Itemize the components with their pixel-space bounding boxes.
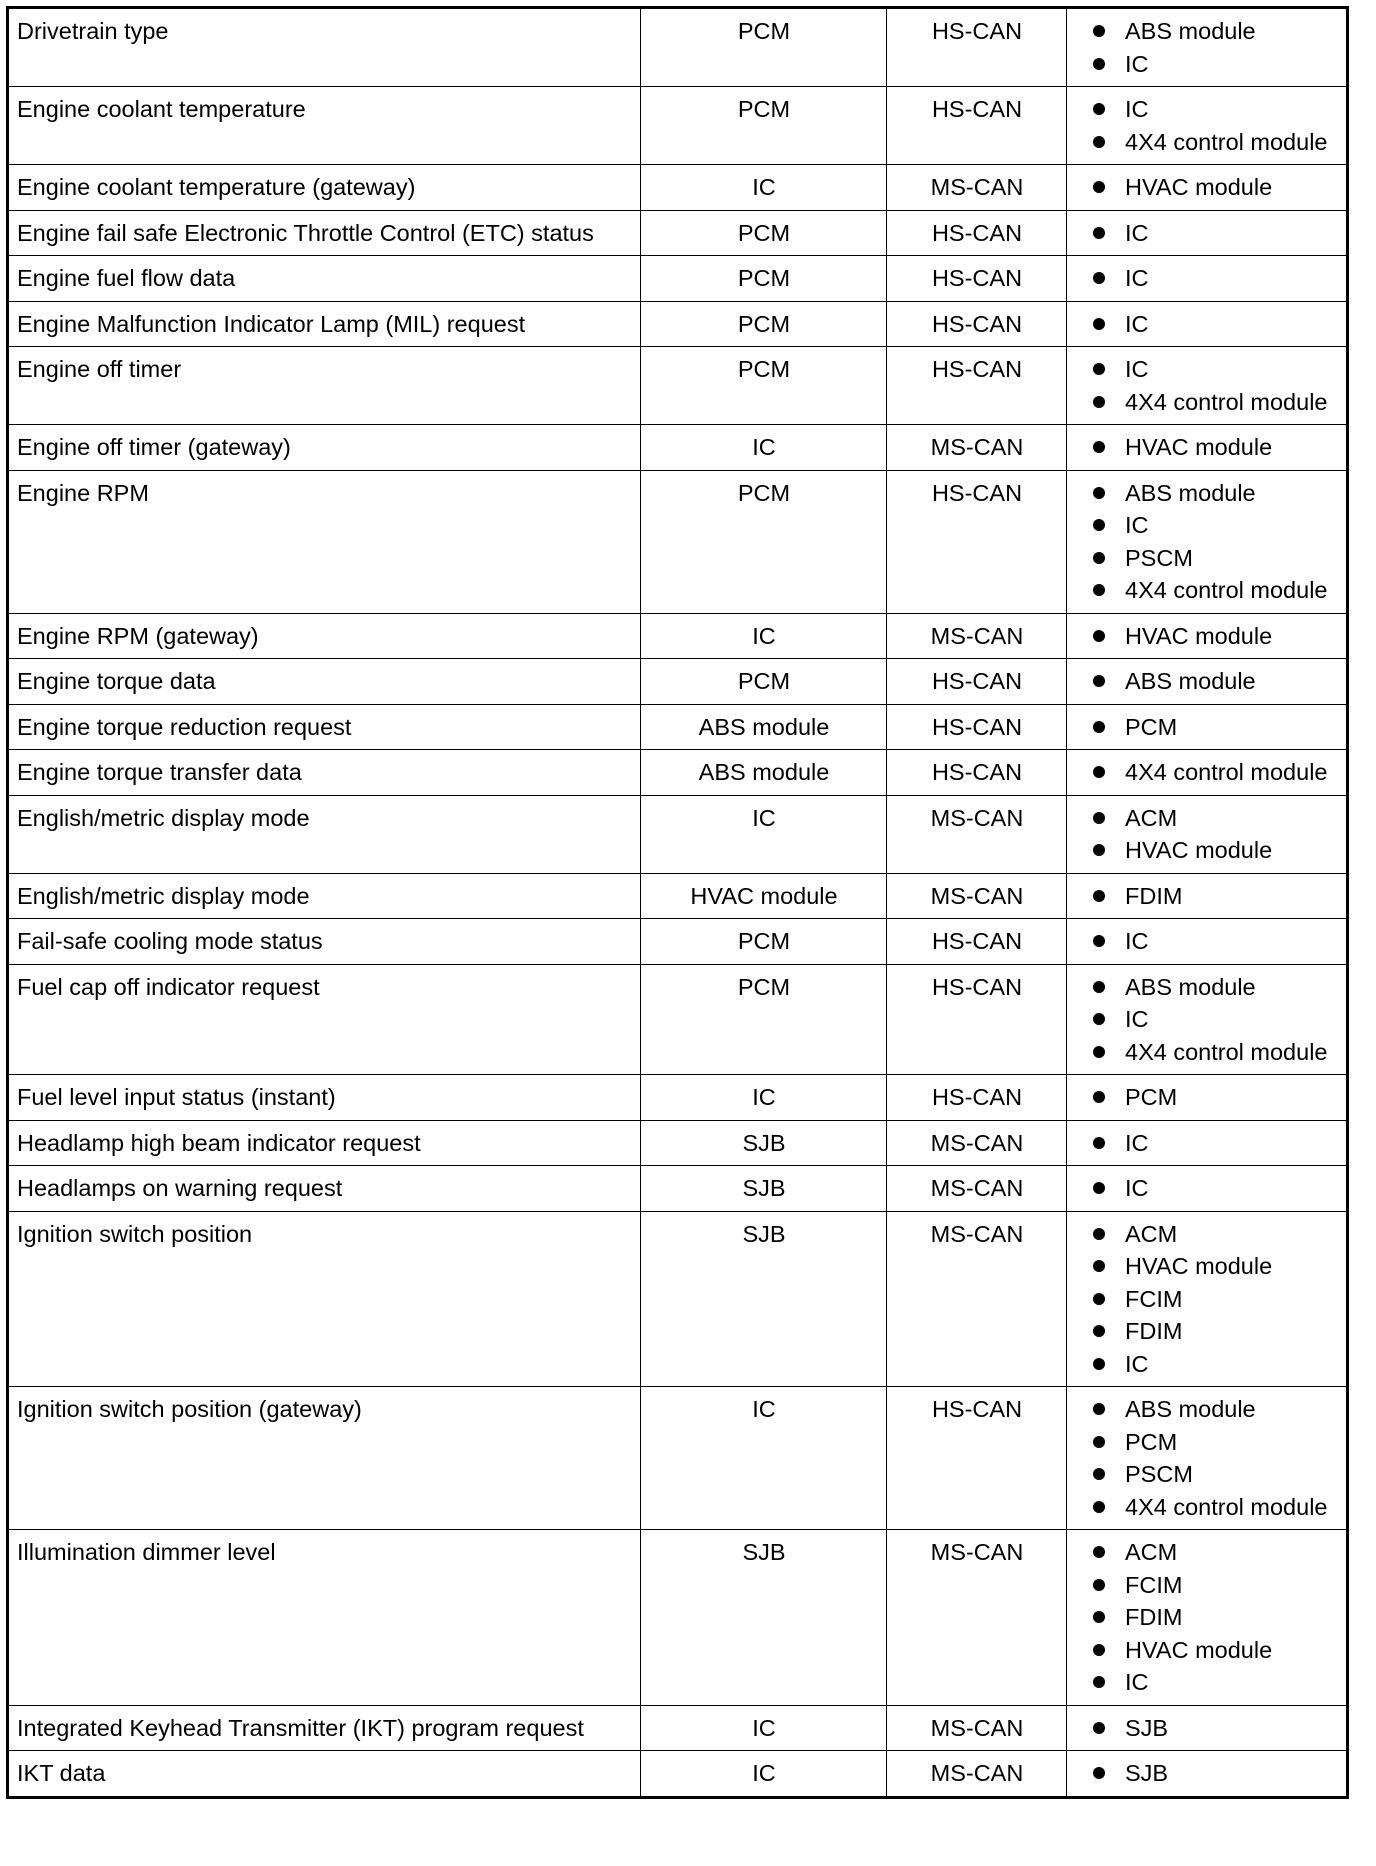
network-cell: HS-CAN xyxy=(887,347,1067,425)
list-item xyxy=(1093,1081,1339,1114)
message-cell: Integrated Keyhead Transmitter (IKT) program request xyxy=(8,1705,641,1751)
originating-module-cell: PCM xyxy=(641,659,887,705)
list-item xyxy=(1093,711,1339,744)
message-cell: Engine off timer (gateway) xyxy=(8,425,641,471)
message-cell: Drivetrain type xyxy=(8,8,641,87)
list-item xyxy=(1093,126,1339,159)
bullet-icon xyxy=(1093,181,1105,193)
originating-module-cell: SJB xyxy=(641,1166,887,1212)
list-item xyxy=(1093,1393,1339,1426)
receiving-modules-cell xyxy=(1067,1530,1348,1706)
receiving-module-label: HVAC module xyxy=(1125,622,1273,649)
bullet-icon xyxy=(1093,1182,1105,1194)
receiving-module-label: ACM xyxy=(1125,1220,1178,1247)
table-row xyxy=(8,659,1348,705)
receiving-modules-cell xyxy=(1067,1751,1348,1798)
network-cell: MS-CAN xyxy=(887,165,1067,211)
network-cell: HS-CAN xyxy=(887,1387,1067,1530)
message-cell: Engine RPM (gateway) xyxy=(8,613,641,659)
receiving-modules-list xyxy=(1075,171,1339,204)
network-message-table xyxy=(6,6,1349,1799)
list-item xyxy=(1093,1569,1339,1602)
bullet-icon xyxy=(1093,1046,1105,1058)
receiving-modules-list xyxy=(1075,1218,1339,1381)
receiving-modules-cell xyxy=(1067,1211,1348,1387)
receiving-modules-list xyxy=(1075,262,1339,295)
originating-module-cell: PCM xyxy=(641,470,887,613)
receiving-modules-cell xyxy=(1067,8,1348,87)
table-row xyxy=(8,1166,1348,1212)
originating-module-cell: IC xyxy=(641,165,887,211)
list-item xyxy=(1093,386,1339,419)
network-cell: MS-CAN xyxy=(887,795,1067,873)
receiving-module-label: IC xyxy=(1125,265,1149,291)
network-cell: MS-CAN xyxy=(887,1705,1067,1751)
table-row xyxy=(8,256,1348,302)
originating-module-cell: IC xyxy=(641,1075,887,1121)
bullet-icon xyxy=(1093,1013,1105,1025)
table-row xyxy=(8,919,1348,965)
list-item xyxy=(1093,308,1339,341)
receiving-modules-cell xyxy=(1067,1166,1348,1212)
receiving-module-label: IC xyxy=(1125,1175,1149,1201)
list-item xyxy=(1093,1757,1339,1790)
list-item xyxy=(1093,620,1339,653)
bullet-icon xyxy=(1093,1403,1105,1415)
list-item xyxy=(1093,1315,1339,1348)
bullet-icon xyxy=(1093,227,1105,239)
receiving-module-label: SJB xyxy=(1125,1714,1169,1741)
list-item xyxy=(1093,1218,1339,1251)
table-row xyxy=(8,795,1348,873)
receiving-module-label: ABS module xyxy=(1125,18,1256,44)
receiving-module-label: IC xyxy=(1125,1350,1149,1377)
receiving-module-label: ABS module xyxy=(1125,1396,1256,1422)
bullet-icon xyxy=(1093,1358,1105,1370)
originating-module-cell: ABS module xyxy=(641,750,887,796)
originating-module-cell: IC xyxy=(641,613,887,659)
receiving-module-label: IC xyxy=(1125,50,1149,77)
list-item xyxy=(1093,1003,1339,1036)
originating-module-cell: IC xyxy=(641,1751,887,1798)
receiving-modules-cell xyxy=(1067,659,1348,705)
table-row xyxy=(8,1751,1348,1798)
originating-module-cell: PCM xyxy=(641,964,887,1075)
network-cell: HS-CAN xyxy=(887,964,1067,1075)
bullet-icon xyxy=(1093,1767,1105,1779)
list-item xyxy=(1093,834,1339,867)
list-item xyxy=(1093,1536,1339,1569)
receiving-modules-list xyxy=(1075,308,1339,341)
message-cell: Engine torque transfer data xyxy=(8,750,641,796)
message-cell: Engine Malfunction Indicator Lamp (MIL) request xyxy=(8,301,641,347)
bullet-icon xyxy=(1093,1436,1105,1448)
receiving-module-label: HVAC module xyxy=(1125,1636,1273,1663)
message-cell: Fuel level input status (instant) xyxy=(8,1075,641,1121)
list-item xyxy=(1093,48,1339,81)
receiving-modules-list xyxy=(1075,1536,1339,1699)
receiving-module-label: PCM xyxy=(1125,1428,1178,1455)
bullet-icon xyxy=(1093,1579,1105,1591)
receiving-module-label: PSCM xyxy=(1125,1461,1193,1487)
network-cell: HS-CAN xyxy=(887,8,1067,87)
list-item xyxy=(1093,756,1339,789)
message-cell: Engine torque reduction request xyxy=(8,704,641,750)
bullet-icon xyxy=(1093,1644,1105,1656)
receiving-module-label: HVAC module xyxy=(1125,837,1273,863)
table-body xyxy=(8,8,1348,1798)
receiving-modules-cell xyxy=(1067,795,1348,873)
network-cell: HS-CAN xyxy=(887,919,1067,965)
receiving-module-label: ABS module xyxy=(1125,479,1256,506)
network-cell: HS-CAN xyxy=(887,750,1067,796)
network-cell: MS-CAN xyxy=(887,1120,1067,1166)
message-cell: Headlamps on warning request xyxy=(8,1166,641,1212)
message-cell: Engine coolant temperature (gateway) xyxy=(8,165,641,211)
network-cell: MS-CAN xyxy=(887,873,1067,919)
message-cell: Engine coolant temperature xyxy=(8,87,641,165)
message-cell: Engine RPM xyxy=(8,470,641,613)
bullet-icon xyxy=(1093,552,1105,564)
receiving-module-label: ABS module xyxy=(1125,668,1256,694)
receiving-modules-cell xyxy=(1067,425,1348,471)
bullet-icon xyxy=(1093,1091,1105,1103)
receiving-modules-cell xyxy=(1067,210,1348,256)
table-row xyxy=(8,613,1348,659)
network-cell: MS-CAN xyxy=(887,613,1067,659)
bullet-icon xyxy=(1093,25,1105,37)
receiving-modules-cell xyxy=(1067,256,1348,302)
bullet-icon xyxy=(1093,1676,1105,1688)
originating-module-cell: HVAC module xyxy=(641,873,887,919)
receiving-module-label: SJB xyxy=(1125,1760,1169,1786)
network-cell: HS-CAN xyxy=(887,704,1067,750)
list-item xyxy=(1093,353,1339,386)
list-item xyxy=(1093,802,1339,835)
table-row xyxy=(8,347,1348,425)
bullet-icon xyxy=(1093,1260,1105,1272)
bullet-icon xyxy=(1093,519,1105,531)
bullet-icon xyxy=(1093,441,1105,453)
table-row xyxy=(8,964,1348,1075)
bullet-icon xyxy=(1093,136,1105,148)
receiving-modules-list xyxy=(1075,217,1339,250)
bullet-icon xyxy=(1093,1722,1105,1734)
receiving-modules-cell xyxy=(1067,873,1348,919)
table-row xyxy=(8,1530,1348,1706)
receiving-module-label: IC xyxy=(1125,512,1149,538)
bullet-icon xyxy=(1093,58,1105,70)
table-row xyxy=(8,750,1348,796)
list-item xyxy=(1093,15,1339,48)
originating-module-cell: SJB xyxy=(641,1120,887,1166)
bullet-icon xyxy=(1093,812,1105,824)
list-item xyxy=(1093,1634,1339,1667)
originating-module-cell: ABS module xyxy=(641,704,887,750)
message-cell: Fail-safe cooling mode status xyxy=(8,919,641,965)
receiving-modules-list xyxy=(1075,802,1339,867)
receiving-modules-list xyxy=(1075,431,1339,464)
receiving-module-label: ACM xyxy=(1125,1539,1178,1565)
table-row xyxy=(8,470,1348,613)
receiving-modules-list xyxy=(1075,971,1339,1069)
message-cell: IKT data xyxy=(8,1751,641,1798)
bullet-icon xyxy=(1093,1293,1105,1305)
message-cell: Ignition switch position (gateway) xyxy=(8,1387,641,1530)
bullet-icon xyxy=(1093,721,1105,733)
receiving-module-label: ACM xyxy=(1125,804,1178,831)
bullet-icon xyxy=(1093,766,1105,778)
receiving-module-label: 4X4 control module xyxy=(1125,388,1328,415)
list-item xyxy=(1093,1458,1339,1491)
list-item xyxy=(1093,1036,1339,1069)
receiving-modules-list xyxy=(1075,1393,1339,1523)
receiving-module-label: FDIM xyxy=(1125,1604,1183,1630)
list-item xyxy=(1093,1127,1339,1160)
receiving-module-label: FCIM xyxy=(1125,1571,1183,1598)
bullet-icon xyxy=(1093,1546,1105,1558)
bullet-icon xyxy=(1093,935,1105,947)
receiving-modules-list xyxy=(1075,665,1339,698)
table-row xyxy=(8,1075,1348,1121)
receiving-module-label: FDIM xyxy=(1125,882,1183,909)
receiving-module-label: 4X4 control module xyxy=(1125,128,1328,155)
message-cell: Engine fail safe Electronic Throttle Control (ETC) status xyxy=(8,210,641,256)
originating-module-cell: PCM xyxy=(641,301,887,347)
list-item xyxy=(1093,925,1339,958)
originating-module-cell: PCM xyxy=(641,919,887,965)
receiving-module-label: PSCM xyxy=(1125,544,1193,571)
list-item xyxy=(1093,1348,1339,1381)
table-row xyxy=(8,704,1348,750)
bullet-icon xyxy=(1093,487,1105,499)
receiving-modules-list xyxy=(1075,1081,1339,1114)
message-cell: English/metric display mode xyxy=(8,873,641,919)
receiving-module-label: IC xyxy=(1125,356,1149,382)
list-item xyxy=(1093,217,1339,250)
message-cell: Headlamp high beam indicator request xyxy=(8,1120,641,1166)
table-row xyxy=(8,87,1348,165)
receiving-module-label: IC xyxy=(1125,1669,1149,1695)
receiving-modules-list xyxy=(1075,1172,1339,1205)
originating-module-cell: IC xyxy=(641,1387,887,1530)
bullet-icon xyxy=(1093,1228,1105,1240)
network-cell: MS-CAN xyxy=(887,1530,1067,1706)
receiving-modules-list xyxy=(1075,1127,1339,1160)
network-cell: HS-CAN xyxy=(887,301,1067,347)
receiving-modules-list xyxy=(1075,880,1339,913)
network-cell: HS-CAN xyxy=(887,256,1067,302)
network-cell: HS-CAN xyxy=(887,210,1067,256)
receiving-modules-cell xyxy=(1067,613,1348,659)
receiving-modules-list xyxy=(1075,93,1339,158)
bullet-icon xyxy=(1093,396,1105,408)
network-cell: HS-CAN xyxy=(887,1075,1067,1121)
originating-module-cell: PCM xyxy=(641,347,887,425)
list-item xyxy=(1093,171,1339,204)
message-cell: Engine fuel flow data xyxy=(8,256,641,302)
originating-module-cell: SJB xyxy=(641,1211,887,1387)
receiving-modules-cell xyxy=(1067,165,1348,211)
receiving-module-label: IC xyxy=(1125,1129,1149,1156)
receiving-module-label: ABS module xyxy=(1125,973,1256,1000)
bullet-icon xyxy=(1093,890,1105,902)
receiving-module-label: IC xyxy=(1125,96,1149,122)
receiving-module-label: IC xyxy=(1125,1006,1149,1032)
bullet-icon xyxy=(1093,272,1105,284)
bullet-icon xyxy=(1093,630,1105,642)
table-row xyxy=(8,1120,1348,1166)
receiving-module-label: IC xyxy=(1125,219,1149,246)
originating-module-cell: IC xyxy=(641,1705,887,1751)
receiving-module-label: 4X4 control module xyxy=(1125,1493,1328,1520)
receiving-modules-cell xyxy=(1067,1387,1348,1530)
table-row xyxy=(8,301,1348,347)
receiving-modules-cell xyxy=(1067,1705,1348,1751)
originating-module-cell: IC xyxy=(641,425,887,471)
receiving-modules-cell xyxy=(1067,347,1348,425)
list-item xyxy=(1093,1283,1339,1316)
table-row xyxy=(8,1387,1348,1530)
originating-module-cell: PCM xyxy=(641,87,887,165)
network-cell: HS-CAN xyxy=(887,87,1067,165)
originating-module-cell: PCM xyxy=(641,210,887,256)
network-cell: MS-CAN xyxy=(887,425,1067,471)
receiving-module-label: FDIM xyxy=(1125,1318,1183,1344)
table-row xyxy=(8,1705,1348,1751)
message-cell: Illumination dimmer level xyxy=(8,1530,641,1706)
list-item xyxy=(1093,477,1339,510)
list-item xyxy=(1093,1491,1339,1524)
receiving-modules-list xyxy=(1075,1712,1339,1745)
bullet-icon xyxy=(1093,1325,1105,1337)
receiving-modules-list xyxy=(1075,756,1339,789)
receiving-module-label: 4X4 control module xyxy=(1125,1038,1328,1065)
message-cell: Engine torque data xyxy=(8,659,641,705)
receiving-modules-list xyxy=(1075,477,1339,607)
list-item xyxy=(1093,665,1339,698)
receiving-module-label: FCIM xyxy=(1125,1285,1183,1312)
receiving-modules-cell xyxy=(1067,704,1348,750)
originating-module-cell: IC xyxy=(641,795,887,873)
table-row xyxy=(8,873,1348,919)
list-item xyxy=(1093,262,1339,295)
bullet-icon xyxy=(1093,584,1105,596)
receiving-modules-cell xyxy=(1067,919,1348,965)
receiving-modules-list xyxy=(1075,353,1339,418)
bullet-icon xyxy=(1093,675,1105,687)
receiving-module-label: HVAC module xyxy=(1125,434,1273,460)
receiving-module-label: IC xyxy=(1125,310,1149,337)
bullet-icon xyxy=(1093,1611,1105,1623)
receiving-modules-cell xyxy=(1067,1075,1348,1121)
bullet-icon xyxy=(1093,1137,1105,1149)
list-item xyxy=(1093,93,1339,126)
network-cell: MS-CAN xyxy=(887,1166,1067,1212)
receiving-modules-list xyxy=(1075,15,1339,80)
receiving-modules-cell xyxy=(1067,470,1348,613)
originating-module-cell: PCM xyxy=(641,256,887,302)
receiving-modules-list xyxy=(1075,1757,1339,1790)
network-cell: MS-CAN xyxy=(887,1751,1067,1798)
network-cell: HS-CAN xyxy=(887,470,1067,613)
bullet-icon xyxy=(1093,363,1105,375)
table-row xyxy=(8,210,1348,256)
receiving-modules-cell xyxy=(1067,301,1348,347)
receiving-modules-cell xyxy=(1067,750,1348,796)
table-row xyxy=(8,165,1348,211)
list-item xyxy=(1093,431,1339,464)
list-item xyxy=(1093,1666,1339,1699)
table-row xyxy=(8,425,1348,471)
list-item xyxy=(1093,542,1339,575)
list-item xyxy=(1093,574,1339,607)
originating-module-cell: PCM xyxy=(641,8,887,87)
receiving-module-label: HVAC module xyxy=(1125,174,1273,200)
network-cell: HS-CAN xyxy=(887,659,1067,705)
bullet-icon xyxy=(1093,103,1105,115)
receiving-module-label: 4X4 control module xyxy=(1125,577,1328,603)
network-cell: MS-CAN xyxy=(887,1211,1067,1387)
list-item xyxy=(1093,1426,1339,1459)
receiving-modules-list xyxy=(1075,925,1339,958)
receiving-module-label: 4X4 control module xyxy=(1125,759,1328,785)
bullet-icon xyxy=(1093,1468,1105,1480)
list-item xyxy=(1093,971,1339,1004)
receiving-modules-cell xyxy=(1067,1120,1348,1166)
list-item xyxy=(1093,509,1339,542)
bullet-icon xyxy=(1093,318,1105,330)
list-item xyxy=(1093,1601,1339,1634)
bullet-icon xyxy=(1093,844,1105,856)
receiving-module-label: PCM xyxy=(1125,713,1178,740)
message-cell: Ignition switch position xyxy=(8,1211,641,1387)
list-item xyxy=(1093,1172,1339,1205)
receiving-module-label: HVAC module xyxy=(1125,1253,1273,1279)
list-item xyxy=(1093,880,1339,913)
bullet-icon xyxy=(1093,981,1105,993)
originating-module-cell: SJB xyxy=(641,1530,887,1706)
message-cell: Engine off timer xyxy=(8,347,641,425)
bullet-icon xyxy=(1093,1501,1105,1513)
list-item xyxy=(1093,1250,1339,1283)
receiving-modules-list xyxy=(1075,620,1339,653)
receiving-module-label: PCM xyxy=(1125,1084,1178,1110)
message-cell: Fuel cap off indicator request xyxy=(8,964,641,1075)
list-item xyxy=(1093,1712,1339,1745)
receiving-modules-list xyxy=(1075,711,1339,744)
table-row xyxy=(8,1211,1348,1387)
receiving-modules-cell xyxy=(1067,87,1348,165)
message-cell: English/metric display mode xyxy=(8,795,641,873)
table-row xyxy=(8,8,1348,87)
receiving-module-label: IC xyxy=(1125,928,1149,954)
receiving-modules-cell xyxy=(1067,964,1348,1075)
